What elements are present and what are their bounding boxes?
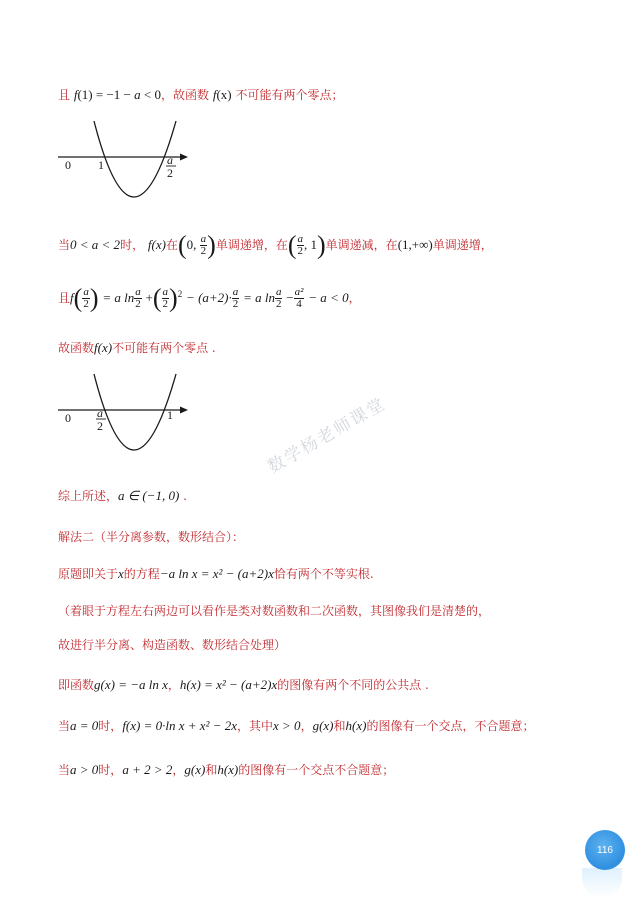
math: a + 2 > 2 [122, 762, 173, 777]
parabola-curve [94, 121, 176, 197]
text: 故函数 [58, 341, 95, 355]
root-label-den: 2 [97, 419, 103, 433]
math: (1) = −1 − [77, 87, 135, 102]
text: 单调递减，在 [325, 238, 398, 252]
origin-label: 0 [65, 158, 71, 172]
text: 不可能有两个零点； [235, 88, 344, 102]
root-label-den: 2 [167, 166, 173, 180]
text-line-7 [58, 566, 374, 582]
axis-arrow [180, 154, 188, 161]
math: h(x) = x² − (a+2)x [179, 677, 278, 692]
root-label: 1 [98, 158, 104, 172]
text: 的图像有一个交点，不合题意； [366, 719, 535, 733]
text: 且 [58, 88, 71, 102]
text: 即函数 [58, 678, 95, 692]
page-number-badge [585, 830, 625, 870]
math: f [70, 290, 74, 305]
fraction: $\frac{a}{2}$ [232, 286, 239, 310]
text: . [179, 489, 187, 503]
root-label: 1 [167, 408, 173, 422]
math: 2 [177, 289, 183, 299]
math: = a ln [102, 290, 135, 305]
math: f(x) [94, 340, 113, 355]
math: −a ln x = x² − (a+2)x [159, 566, 274, 581]
text: 原题即关于 [58, 567, 119, 581]
math: g(x) [184, 762, 206, 777]
math: a = 0 [70, 718, 99, 733]
text: ， [172, 763, 185, 777]
math: 0, [186, 237, 200, 252]
text-line-1 [58, 87, 343, 103]
origin-label: 0 [65, 411, 71, 425]
math: (x) [216, 87, 232, 102]
text-line-5 [58, 488, 187, 504]
text: 的图像有两个不同的公共点 . [277, 678, 429, 692]
math: h(x) [345, 718, 367, 733]
text: 时， [98, 763, 123, 777]
fraction: $\frac{a}{2}$ [135, 286, 141, 310]
math: − [286, 290, 294, 305]
math: − a < 0 [308, 290, 349, 305]
text: ， [348, 291, 361, 305]
text: 的图像有一个交点不合题意； [238, 763, 395, 777]
text-line-8: （着眼于方程左右两边可以看作是类对数函数和二次函数，其图像我们是清楚的， [58, 604, 491, 618]
text: 当 [58, 238, 71, 252]
math: (1,+∞) [397, 237, 433, 252]
page-badge-shadow [582, 868, 622, 898]
text: 当 [58, 763, 71, 777]
math: a ∈ (−1, 0) [118, 488, 180, 503]
text: 和 [333, 719, 346, 733]
root-label-num: a [97, 406, 103, 420]
math: + [145, 290, 153, 305]
math: x [118, 566, 124, 581]
math: g(x) [312, 718, 334, 733]
text: 且 [58, 291, 71, 305]
text-line-12 [58, 762, 394, 778]
text: 时， [98, 719, 123, 733]
math: g(x) = −a ln x [94, 677, 168, 692]
watermark: 数学杨老师课堂 [264, 393, 390, 478]
text: 在 [165, 238, 178, 252]
text-line-9: 故进行半分离、构造函数、数形结合处理） [58, 638, 287, 652]
fraction: $\frac{a}{2}$ [83, 286, 89, 310]
math: = a ln [243, 290, 275, 305]
text: 综上所述， [58, 489, 119, 503]
math: f(x) = 0·ln x + x² − 2x [122, 718, 237, 733]
parabola-graph-2 [56, 371, 196, 471]
math: < 0 [140, 87, 161, 102]
math: 0 < a < 2 [70, 237, 121, 252]
math: x > 0 [273, 718, 301, 733]
fraction: $\frac{a}{2}$ [297, 233, 303, 257]
text: ，故函数 [160, 88, 209, 102]
parabola-curve [94, 374, 176, 450]
fraction: $\frac{a}{2}$ [200, 233, 207, 257]
text: 单调递增，在 [215, 238, 288, 252]
math: f [73, 87, 78, 102]
math: h(x) [217, 762, 239, 777]
text: 不可能有两个零点 . [112, 341, 216, 355]
axis-arrow [180, 407, 188, 414]
math: − (a+2)· [186, 290, 232, 305]
text: 和 [205, 763, 218, 777]
parabola-graph-1 [56, 118, 196, 218]
text: ， [167, 678, 180, 692]
text: 恰有两个不等实根. [273, 567, 374, 581]
math: f(x) [147, 237, 166, 252]
text-line-10 [58, 677, 429, 693]
text-line-2: 当0 < a < 2时， f(x)在(0, $\frac{a}{2}$ )单调递增，在( $\frac{a}{2}$ , 1)单调递减，在(1,+∞)单调递增， [58, 230, 493, 260]
math: a > 0 [70, 762, 99, 777]
text: 当 [58, 719, 71, 733]
text: 时， [120, 238, 145, 252]
text: 的方程 [123, 567, 160, 581]
text-line-3: 且f( $\frac{a}{2}$ ) = a ln $\frac{a}{2}$ +( $\frac{a}{2}$ )$^2$ − (a+2)· $\frac{a}{2}$ = a ln $\frac{a}{2}$ − $\frac{\text{a²}}{4}$ − a < 0， [58, 283, 361, 313]
fraction: $\frac{a}{2}$ [275, 286, 282, 310]
text: 单调递增， [432, 238, 493, 252]
root-label-num: a [167, 153, 173, 167]
fraction: $\frac{a}{2}$ [162, 286, 169, 310]
math: f [212, 87, 217, 102]
text: ， [300, 719, 313, 733]
math: a [134, 87, 141, 102]
text: ，其中 [237, 719, 274, 733]
fraction: $\frac{\text{a²}}{4}$ [294, 286, 304, 310]
text-line-6: 解法二（半分离参数，数形结合）： [58, 530, 245, 544]
text-line-11 [58, 718, 534, 734]
math: , 1 [304, 237, 317, 252]
page-number: 116 [597, 844, 613, 856]
text-line-4 [58, 340, 216, 356]
